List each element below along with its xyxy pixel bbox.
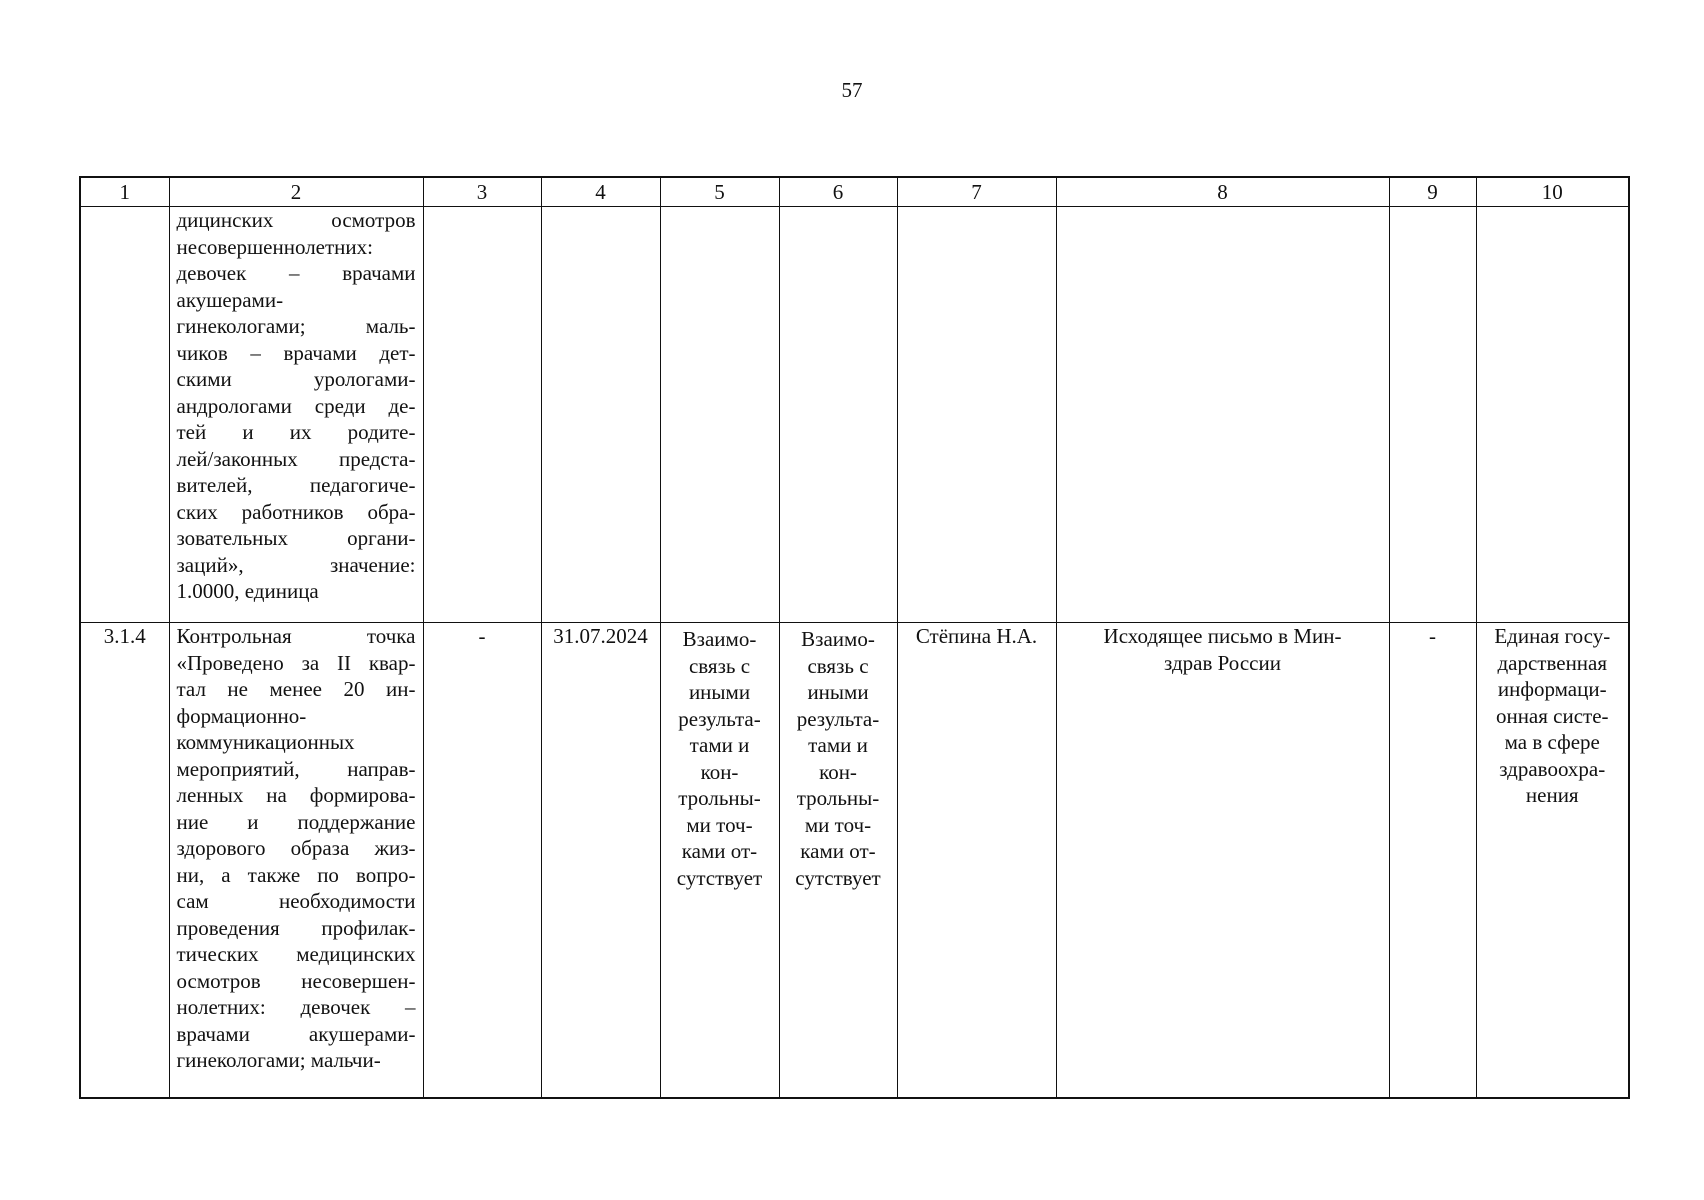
cell-date: 31.07.2024 bbox=[541, 623, 660, 1098]
header-col-8: 8 bbox=[1056, 177, 1389, 207]
text-line: ни, а также по вопро- bbox=[176, 862, 416, 887]
header-col-7: 7 bbox=[897, 177, 1056, 207]
text-line: кон- bbox=[700, 759, 739, 784]
text-line: ленных на формирова- bbox=[176, 783, 416, 807]
header-col-5: 5 bbox=[660, 177, 779, 207]
text-line: здорового образа жиз- bbox=[176, 836, 416, 860]
text-line: тами и bbox=[808, 733, 868, 757]
cell-col-7 bbox=[897, 207, 1056, 623]
activity-table bbox=[79, 176, 1630, 1099]
text-line: гинекологами; мальчи- bbox=[176, 1048, 381, 1072]
text-line: мероприятий, направ- bbox=[176, 756, 416, 781]
text-line: дарственная bbox=[1497, 650, 1608, 675]
text-line: тических медицинских bbox=[176, 942, 416, 966]
text-line: иными bbox=[688, 680, 751, 704]
text-line: 1.0000, единица bbox=[176, 579, 319, 603]
text-line: результа- bbox=[796, 706, 880, 731]
text-line: сам необходимости bbox=[176, 889, 416, 913]
text-line: здрав России bbox=[1164, 650, 1281, 675]
header-col-9: 9 bbox=[1389, 177, 1476, 207]
text-line: иными bbox=[807, 680, 869, 704]
table-row-3-1-4 bbox=[80, 623, 1629, 1098]
text-line: нения bbox=[1525, 783, 1579, 807]
description-lines bbox=[177, 623, 416, 1074]
header-col-10: 10 bbox=[1476, 177, 1629, 207]
text-line: девочек – врачами bbox=[176, 261, 416, 285]
text-line: Исходящее письмо в Мин- bbox=[1103, 624, 1342, 648]
text-line: связь с bbox=[807, 653, 869, 678]
text-line: Контрольная точка bbox=[176, 624, 416, 648]
text-line: ками от- bbox=[681, 839, 758, 863]
text-line: Взаимо- bbox=[801, 627, 875, 651]
header-col-3: 3 bbox=[423, 177, 541, 207]
text-line: акушерами- bbox=[176, 287, 284, 312]
text-line: сутствует bbox=[795, 865, 881, 890]
cell-col-9: - bbox=[1389, 623, 1476, 1098]
text-line: здравоохра- bbox=[1499, 756, 1606, 781]
text-line: Единая госу- bbox=[1494, 624, 1611, 648]
text-line: ками от- bbox=[800, 839, 876, 863]
text-line: ми точ- bbox=[686, 812, 753, 837]
cell-number bbox=[80, 207, 169, 623]
cell-col-3 bbox=[423, 207, 541, 623]
text-line: трольны- bbox=[678, 786, 761, 810]
text-line: трольны- bbox=[796, 786, 880, 810]
header-col-6: 6 bbox=[779, 177, 897, 207]
text-line: дицинских осмотров bbox=[176, 208, 416, 232]
text-line: вителей, педагогиче- bbox=[176, 473, 416, 497]
text-line: чиков – врачами дет- bbox=[176, 340, 416, 365]
cell-col-4 bbox=[541, 207, 660, 623]
text-line: ние и поддержание bbox=[176, 809, 416, 834]
text-line: осмотров несовершен- bbox=[176, 968, 416, 993]
cell-col-3: - bbox=[423, 623, 541, 1098]
text-line: информаци- bbox=[1497, 677, 1607, 701]
cell-col-8 bbox=[1056, 207, 1389, 623]
text-line: зовательных органи- bbox=[176, 526, 416, 550]
text-line: сутствует bbox=[676, 865, 763, 890]
text-line: нолетних: девочек – bbox=[176, 995, 416, 1019]
text-line: ма в сфере bbox=[1504, 730, 1600, 754]
text-line: формационно- bbox=[176, 703, 307, 728]
page-number: 57 bbox=[841, 78, 863, 102]
col10-lines bbox=[1484, 623, 1622, 809]
col5-lines bbox=[668, 626, 772, 891]
description-lines bbox=[177, 207, 416, 605]
table-row-continuation bbox=[80, 207, 1629, 623]
cell-description bbox=[169, 623, 423, 1098]
cell-document bbox=[1056, 623, 1389, 1098]
text-line: андрологами среди де- bbox=[176, 393, 416, 418]
text-line: онная систе- bbox=[1495, 703, 1609, 728]
cell-col-10 bbox=[1476, 207, 1629, 623]
text-line: тей и их родите- bbox=[176, 420, 416, 444]
text-line: врачами акушерами- bbox=[176, 1021, 416, 1046]
cell-responsible: Стёпина Н.А. bbox=[897, 623, 1056, 1098]
text-line: тами и bbox=[689, 733, 750, 757]
text-line: Взаимо- bbox=[682, 627, 757, 651]
text-line: скими урологами- bbox=[176, 367, 416, 391]
text-line: проведения профилак- bbox=[176, 915, 416, 940]
text-line: ми точ- bbox=[804, 812, 872, 837]
col6-lines bbox=[787, 626, 890, 891]
cell-col-9 bbox=[1389, 207, 1476, 623]
header-col-2: 2 bbox=[169, 177, 423, 207]
cell-description bbox=[169, 207, 423, 623]
col8-lines bbox=[1064, 623, 1382, 676]
header-row bbox=[80, 177, 1629, 207]
cell-col-6 bbox=[779, 207, 897, 623]
text-line: заций», значение: bbox=[176, 552, 416, 577]
text-line: кон- bbox=[819, 759, 857, 784]
cell-number: 3.1.4 bbox=[80, 623, 169, 1098]
header-col-4: 4 bbox=[541, 177, 660, 207]
text-line: коммуникационных bbox=[176, 730, 355, 754]
text-line: гинекологами; маль- bbox=[176, 314, 416, 338]
text-line: ских работников обра- bbox=[176, 499, 416, 524]
text-line: «Проведено за II квар- bbox=[176, 650, 416, 675]
text-line: результа- bbox=[678, 706, 761, 731]
cell-col-6 bbox=[779, 623, 897, 1098]
text-line: тал не менее 20 ин- bbox=[176, 677, 416, 701]
cell-col-5 bbox=[660, 623, 779, 1098]
header-col-1: 1 bbox=[80, 177, 169, 207]
text-line: несовершеннолетних: bbox=[176, 234, 373, 259]
text-line: связь с bbox=[688, 653, 751, 678]
text-line: лей/законных предста- bbox=[176, 446, 416, 471]
cell-info-system bbox=[1476, 623, 1629, 1098]
cell-col-5 bbox=[660, 207, 779, 623]
